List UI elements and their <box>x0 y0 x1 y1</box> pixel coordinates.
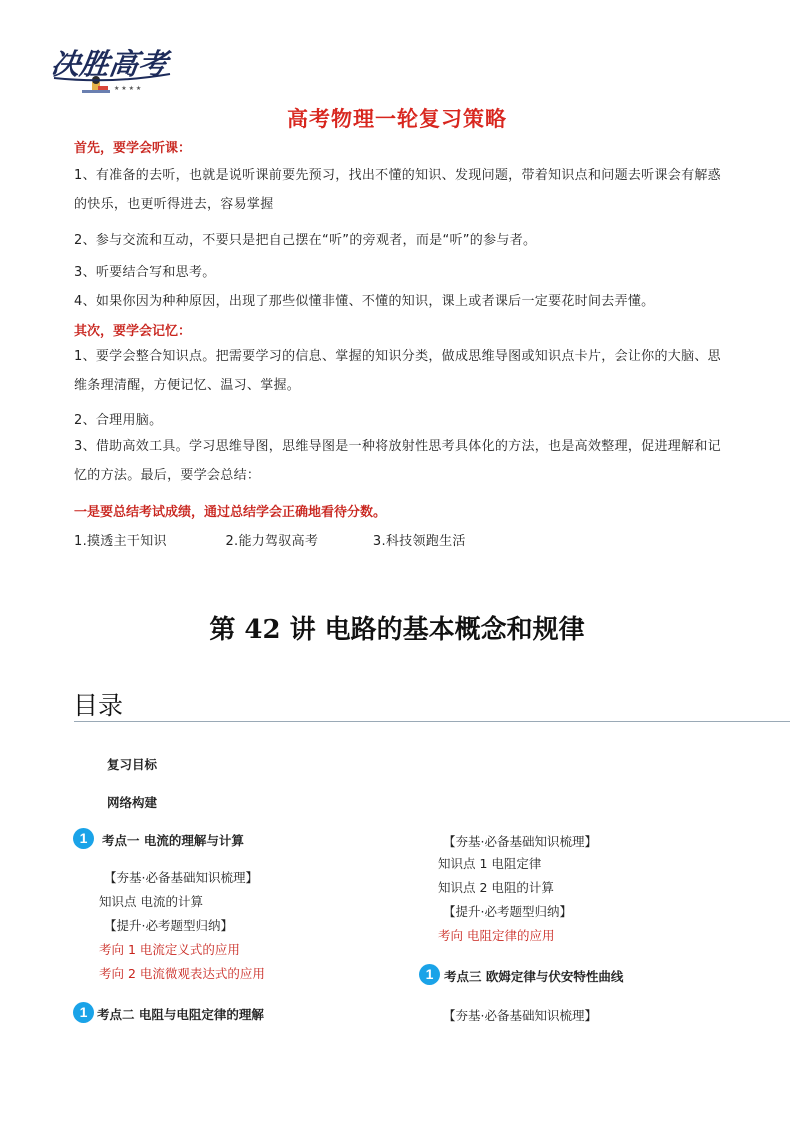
section-heading-memory: 其次，要学会记忆： <box>74 324 192 339</box>
number-badge-icon: 1 <box>73 828 94 849</box>
toc-kd2-base[interactable]: 【夯基·必备基础知识梳理】 <box>443 834 597 849</box>
toc-kd2-k1[interactable]: 知识点 1 电阻定律 <box>438 856 542 871</box>
toc-kd1-base[interactable]: 【夯基·必备基础知识梳理】 <box>104 870 258 885</box>
memory-item-1: 1、要学会整合知识点。把需要学习的信息、掌握的知识分类，做成思维导图或知识点卡片，会让你的大脑、思维条理清醒，方便记忆、温习、掌握。 <box>74 349 721 393</box>
logo <box>52 44 176 102</box>
toc-kd3-title[interactable]: 考点三 欧姆定律与伏安特性曲线 <box>444 969 624 984</box>
toc-review-goals[interactable]: 复习目标 <box>107 757 158 772</box>
toc-kd1-d2[interactable]: 考向 2 电流微观表达式的应用 <box>99 966 265 981</box>
toc-kd1-up[interactable]: 【提升·必考题型归纳】 <box>104 918 233 933</box>
logo-text: 决胜高考 <box>52 47 170 81</box>
section-heading-listening: 首先，要学会听课： <box>74 141 192 156</box>
toc-kd1-d1[interactable]: 考向 1 电流定义式的应用 <box>99 942 240 957</box>
toc-kd2-k2[interactable]: 知识点 2 电阻的计算 <box>438 880 554 895</box>
tips-row <box>74 530 466 549</box>
tip-3: 3.科技领跑生活 <box>372 534 466 549</box>
lecture-title: 第 42 讲 电路的基本概念和规律 <box>209 615 585 645</box>
toc-divider <box>74 721 790 722</box>
tip-2: 2.能力驾驭高考 <box>225 534 319 549</box>
toc-kd2-title[interactable]: 考点二 电阻与电阻定律的理解 <box>97 1007 264 1022</box>
toc-kd1-title[interactable]: 考点一 电流的理解与计算 <box>102 833 244 848</box>
summary-highlight: 一是要总结考试成绩，通过总结学会正确地看待分数。 <box>74 505 387 520</box>
listening-item-1: 1、有准备的去听，也就是说听课前要先预习，找出不懂的知识、发现问题，带着知识点和问题去听课会有解惑的快乐，也更听得进去，容易掌握 <box>74 168 721 212</box>
memory-item-2: 2、合理用脑。 <box>74 413 163 428</box>
tip-1: 1.摸透主干知识 <box>74 534 167 549</box>
listening-item-3: 3、听要结合写和思考。 <box>74 265 216 280</box>
number-badge-icon: 1 <box>73 1002 94 1023</box>
toc-kd2-d1[interactable]: 考向 电阻定律的应用 <box>438 928 555 943</box>
toc-network[interactable]: 网络构建 <box>107 795 158 810</box>
toc-kd2-up[interactable]: 【提升·必考题型归纳】 <box>443 904 572 919</box>
toc-kd3-base[interactable]: 【夯基·必备基础知识梳理】 <box>443 1008 597 1023</box>
svg-text:★ ★ ★ ★: ★ ★ ★ ★ <box>114 85 142 92</box>
listening-item-2: 2、参与交流和互动，不要只是把自己摆在“听”的旁观者，而是“听”的参与者。 <box>74 233 537 248</box>
listening-item-4: 4、如果你因为种种原因，出现了那些似懂非懂、不懂的知识，课上或者课后一定要花时间去弄懂。 <box>74 294 655 309</box>
memory-item-3: 3、借助高效工具。学习思维导图，思维导图是一种将放射性思考具体化的方法，也是高效整理，促进理解和记忆的方法。最后，要学会总结： <box>74 439 721 483</box>
number-badge-icon: 1 <box>419 964 440 985</box>
toc-kd1-k1[interactable]: 知识点 电流的计算 <box>99 894 203 909</box>
page-title: 高考物理一轮复习策略 <box>287 107 507 131</box>
toc-title: 目录 <box>73 691 124 720</box>
